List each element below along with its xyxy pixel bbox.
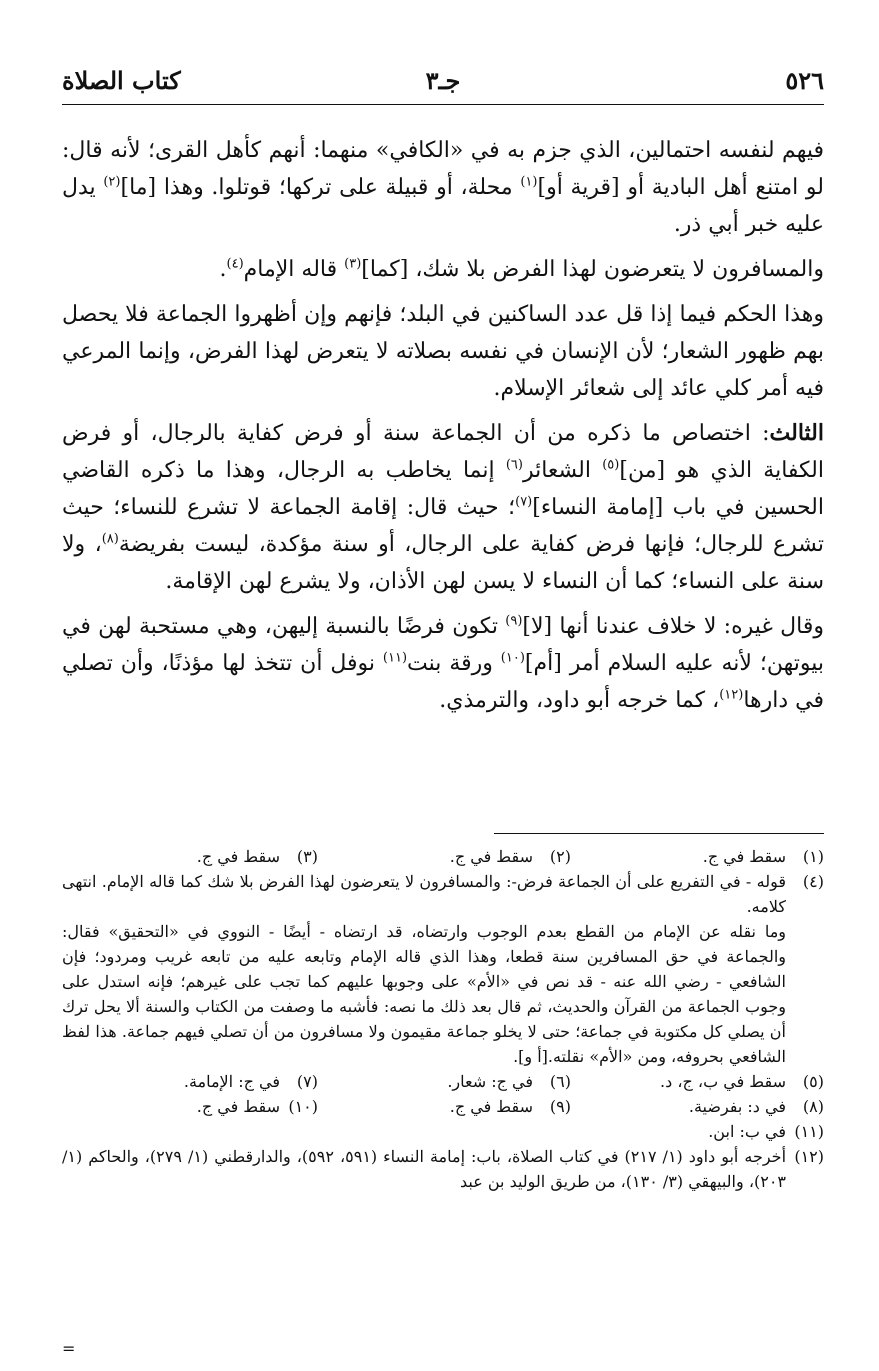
lead-word: الثالث: [769, 420, 824, 446]
footnote-8: [571, 1094, 824, 1119]
footnote-number: (٧): [296, 1072, 318, 1091]
footnote-10: [65, 1094, 318, 1119]
footnote-text: قوله - في التفريع على أن الجماعة فرض-: والمسافرون لا يتعرضون لهذا الفرض بلا شك كما قاله الإمام. انتهى كلامه.: [62, 872, 786, 916]
footnote-ref: (١٢): [719, 687, 744, 703]
paragraph-5: [62, 608, 824, 719]
footnote-row: [62, 1094, 824, 1119]
footnote-number: (١٢): [794, 1147, 824, 1166]
page-header: [62, 62, 824, 102]
footnote-text: سقط في ج.: [702, 847, 786, 866]
footnote-ref: (٥): [602, 457, 620, 473]
footnote-row: [62, 1069, 824, 1094]
footnote-ref: (٦): [505, 457, 523, 473]
paragraph-3: [62, 296, 824, 407]
footnote-ref: (٨): [101, 531, 119, 547]
footnote-text: أخرجه أبو داود (١/ ٢١٧) في كتاب الصلاة، باب: إمامة النساء (٥٩١، ٥٩٢)، والدارقطني (١/ ٢٧٩)، والحاكم (١/ ٢٠٣)، والبيهقي (٣/ ١٣٠)، من طريق الوليد بن عبد: [62, 1147, 787, 1191]
main-text: [62, 132, 824, 727]
page-number: ٥٢٦: [785, 66, 824, 95]
footnote-ref: (٣): [344, 256, 362, 272]
text-run: ؛ حيث قال: إقامة الجماعة لا تشرع للنساء؛ حيث تشرع للرجال؛ فإنها فرض كفاية على الرجال، أو سنة مؤكدة، ليست بفريضة: [62, 495, 824, 557]
text-run: قاله الإمام: [243, 257, 345, 282]
text-run: : اختصاص ما ذكره من أن الجماعة سنة أو فرض كفاية بالرجال، أو فرض الكفاية الذي هو [من]: [62, 421, 824, 483]
header-rule: [62, 104, 824, 105]
footnote-ref: (٩): [505, 613, 523, 629]
footnote-ref: (٤): [226, 256, 244, 272]
footnote-row: [62, 844, 824, 869]
footnote-text: سقط في ب، ج، د.: [660, 1072, 786, 1091]
text-run: تكون فرضًا بالنسبة إليهن، وهي مستحبة لهن في بيوتهن؛ لأنه عليه السلام أمر [أم]: [62, 614, 824, 676]
footnote-number: (٥): [802, 1072, 824, 1091]
text-run: وهذا الحكم فيما إذا قل عدد الساكنين في البلد؛ فإنهم وإن أظهروا الجماعة فلا يحصل بهم ظهور الشعار؛ لأن الإنسان في نفسه بصلاته لا يتعرض لهذا الفرض، وإنما المرعي فيه أمر كلي عائد إلى شعائر الإسلام.: [62, 302, 824, 401]
footnote-text: سقط في ج.: [196, 847, 280, 866]
footnote-number: (١٠): [288, 1097, 318, 1116]
text-run: ورقة بنت: [407, 651, 501, 676]
paragraph-2: [62, 251, 824, 288]
footnote-number: (٦): [549, 1072, 571, 1091]
footnote-number: (٣): [296, 847, 318, 866]
paragraph-4: [62, 415, 824, 600]
footnote-ref: (٧): [515, 494, 533, 510]
footnote-text: سقط في ج.: [449, 847, 533, 866]
text-run: .: [219, 257, 227, 282]
footnote-6: [318, 1069, 571, 1094]
footnote-number: (١١): [794, 1122, 824, 1141]
text-run: ، ولا سنة على النساء؛ كما أن النساء لا يسن لهن الأذان، ولا يشرع لهن الإقامة.: [62, 532, 824, 594]
footnote-11: [62, 1119, 824, 1144]
text-run: محلة، أو قبيلة على تركها؛ قوتلوا. وهذا [ما]: [120, 175, 521, 200]
text-run: يدل عليه خبر أبي ذر.: [62, 175, 824, 237]
footnote-number: (٤): [802, 872, 824, 891]
footnote-12: [62, 1144, 824, 1194]
footnote-5: [571, 1069, 824, 1094]
footnote-4-continued: وما نقله عن الإمام من القطع بعدم الوجوب وارتضاه، قد ارتضاه - أيضًا - النووي في «التحقيق» فقال: والجماعة في حق المسافرين سنة قطعا، وهذا الذي قاله الإمام وتابعه عليه من تابعه غريب ومردود؛ فإن الشافعي - رضي الله عنه - قد نص في «الأم» على وجوبها عليهم كما تجب على غيرهم؛ فإنه استدل على وجوب الجماعة من القرآن والحديث، ثم قال بعد ذلك ما نصه: فأشبه ما وصفت من الكتاب والسنة ألا يحل ترك أن يصلي كل مكتوبة في جماعة؛ حتى لا يخلو جماعة مقيمون ولا مسافرون من أن تصلي فيهم جماعة. هذا لفظ الشافعي بحروفه، ومن «الأم» نقلته.[أ و].: [62, 922, 786, 1066]
footnote-7: [65, 1069, 318, 1094]
footnote-separator: [494, 833, 824, 834]
footnote-text: في د: بفرضية.: [688, 1097, 786, 1116]
footnote-text: في ب: ابن.: [708, 1122, 786, 1141]
footnote-text: في ج: الإمامة.: [183, 1072, 280, 1091]
text-run: فيهم لنفسه احتمالين، الذي جزم به في «الكافي» منهما: أنهم كأهل القرى؛ لأنه قال: لو امتنع أهل البادية أو [قرية أو]: [62, 138, 824, 200]
text-run: نوفل أن تتخذ لها مؤذنًا، وأن تصلي في دارها: [62, 651, 824, 713]
footnote-text: في ج: شعار.: [447, 1072, 533, 1091]
text-run: والمسافرون لا يتعرضون لهذا الفرض بلا شك، [كما]: [361, 257, 824, 282]
footnote-number: (٢): [549, 847, 571, 866]
text-run: إنما يخاطب به الرجال، وهذا ما ذكره القاضي الحسين في باب [إمامة النساء]: [62, 458, 824, 520]
footnotes: [62, 844, 824, 1194]
text-run: ، كما خرجه أبو داود، والترمذي.: [439, 688, 720, 713]
footnote-ref: (٢): [103, 174, 121, 190]
footnote-9: [318, 1094, 571, 1119]
footnote-2: [318, 844, 571, 869]
footnote-ref: (١١): [382, 650, 408, 666]
continuation-mark: =: [62, 1339, 76, 1358]
volume-label: جـ٣: [425, 66, 461, 95]
footnote-text: سقط في ج.: [196, 1097, 280, 1116]
book-title: كتاب الصلاة: [62, 66, 181, 95]
footnote-3: [65, 844, 318, 869]
paragraph-1: [62, 132, 824, 243]
footnote-ref: (١٠): [500, 650, 525, 666]
footnote-ref: (١): [520, 174, 538, 190]
footnote-number: (٨): [802, 1097, 824, 1116]
text-run: وقال غيره: لا خلاف عندنا أنها [لا]: [522, 614, 824, 639]
footnote-4: [62, 869, 824, 919]
footnote-text: سقط في ج.: [449, 1097, 533, 1116]
footnote-number: (١): [802, 847, 824, 866]
footnote-1: [571, 844, 824, 869]
text-run: الشعائر: [522, 458, 603, 483]
footnote-number: (٩): [549, 1097, 571, 1116]
